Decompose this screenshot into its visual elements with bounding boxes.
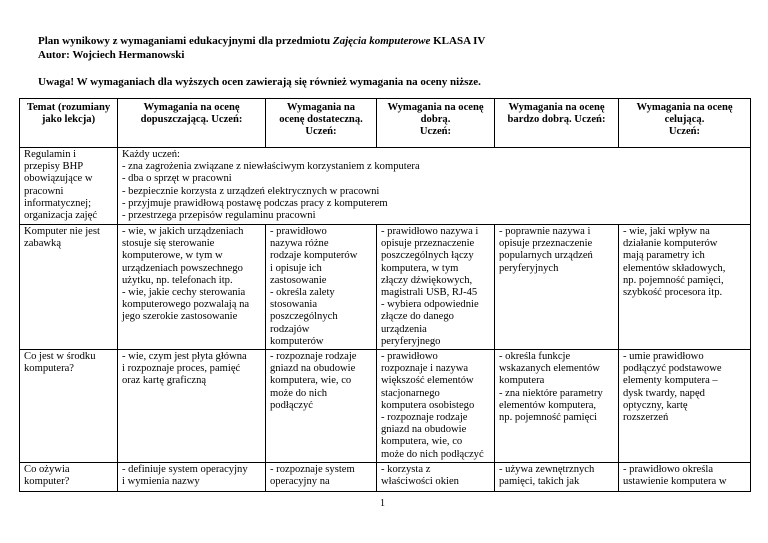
text-line: mają parametry ich <box>623 250 705 262</box>
text-line: dopuszczającą. Uczeń: <box>140 114 243 126</box>
requirements-cell <box>377 350 495 463</box>
text-line: - używa zewnętrznych <box>499 464 595 476</box>
text-line: operacyjny na <box>270 476 330 488</box>
text-line: złącze do danego <box>381 311 454 323</box>
text-line: peryferyjnych <box>499 262 559 274</box>
requirements-cell <box>377 225 495 350</box>
document-note: Uwaga! W wymaganiach dla wyższych ocen zawierają się również wymagania na oceny niższe. <box>38 76 481 88</box>
text-line: Komputer nie jest <box>24 226 100 237</box>
text-line: użytku, np. telefonach itp. <box>122 274 233 286</box>
text-line: - wybiera odpowiednie <box>381 299 479 311</box>
requirements-cell <box>118 225 266 350</box>
text-line: Co jest w środku <box>24 351 96 363</box>
text-line: bardzo dobrą. Uczeń: <box>507 114 606 126</box>
requirements-cell <box>266 463 377 492</box>
requirements-cell <box>619 350 751 463</box>
text-line: zastosowanie <box>270 274 327 286</box>
text-line: - wie, jaki wpływ na <box>623 226 710 237</box>
text-line: - dba o sprzęt w pracowni <box>122 173 232 185</box>
requirements-cell <box>266 350 377 463</box>
requirements-cell <box>619 225 751 350</box>
text-line: komputera, w tym <box>381 262 459 274</box>
table-row <box>20 225 751 350</box>
text-line: Uczeń: <box>419 126 452 138</box>
text-line: urządzeniach powszechnego <box>122 262 243 274</box>
topic-cell <box>20 350 118 463</box>
text-line: elementów komputera, <box>499 399 597 411</box>
text-line: komputerów <box>270 335 324 347</box>
text-line: - korzysta z <box>381 464 431 476</box>
text-line: ustawienie komputera w <box>623 476 727 488</box>
topic-cell <box>20 463 118 492</box>
text-line: komputera osobistego <box>381 399 475 411</box>
text-line: - wie, jakie cechy sterowania <box>122 287 246 299</box>
text-line: Co ożywia <box>24 464 70 476</box>
text-line: Wymagania na ocenę <box>508 102 605 113</box>
header-grade-5 <box>495 99 619 148</box>
text-line: informatycznej; <box>24 197 92 209</box>
text-line: Wymagania na ocenę <box>387 102 484 113</box>
text-line: może do nich podłączyć <box>381 448 484 460</box>
text-line: rodzajów <box>270 323 310 335</box>
document-title: Plan wynikowy z wymaganiami edukacyjnymi dla przedmiotu Zajęcia komputerowe KLASA IV <box>38 35 486 47</box>
requirements-cell <box>118 148 751 225</box>
text-line: komputera <box>499 375 545 387</box>
text-line: komputera, wie, co <box>270 375 352 387</box>
text-line: Regulamin i <box>24 149 77 160</box>
text-line: - przyjmuje prawidłową postawę podczas pracy z komputerem <box>122 197 388 209</box>
text-line: gniazd na obudowie <box>270 363 356 375</box>
text-line: stosowania <box>270 299 318 311</box>
text-line: właściwości okien <box>381 476 459 488</box>
text-line: - definiuje system operacyjny <box>122 464 248 476</box>
text-line: komputera, wie, co <box>381 436 463 448</box>
text-line: jako lekcja) <box>41 114 96 126</box>
text-line: wskazanych elementów <box>499 363 600 375</box>
text-line: - wie, czym jest płyta główna <box>122 351 247 363</box>
text-line: pamięci, takich jak <box>499 476 580 488</box>
requirements-cell <box>495 463 619 492</box>
text-line: - poprawnie nazywa i <box>499 226 591 237</box>
text-line: podłączyć <box>270 399 313 411</box>
requirements-cell <box>619 463 751 492</box>
text-line: celującą. <box>664 114 705 126</box>
text-line: - prawidłowo określa <box>623 464 714 476</box>
text-line: rozpoznaje i nazywa <box>381 363 469 375</box>
text-line: komputerowe, w tym w <box>122 250 223 262</box>
topic-cell <box>20 148 118 225</box>
text-line: - określa funkcje <box>499 351 571 363</box>
requirements-table <box>19 98 751 492</box>
text-line: szybkość procesora itp. <box>623 287 723 299</box>
requirements-cell <box>495 350 619 463</box>
text-line: i rozpoznaje proces, pamięć <box>122 363 241 375</box>
text-line: podłączyć podstawowe <box>623 363 722 375</box>
text-line: rozszerzeń <box>623 412 669 424</box>
text-line: - przestrzega przepisów regulaminu pracowni <box>122 210 316 222</box>
text-line: - wie, w jakich urządzeniach <box>122 226 244 237</box>
text-line: i wymienia nazwy <box>122 476 200 488</box>
text-line: Wymagania na ocenę <box>143 102 240 113</box>
text-line: oraz kartę graficzną <box>122 375 207 387</box>
text-line: i opisuje ich <box>270 262 322 274</box>
text-line: komputera? <box>24 363 75 375</box>
text-line: - prawidłowo nazywa i <box>381 226 479 237</box>
text-line: peryferyjnego <box>381 335 441 347</box>
text-line: - zna niektóre parametry <box>499 387 603 399</box>
document-author: Autor: Wojciech Hermanowski <box>38 49 185 61</box>
text-line: stacjonarnego <box>381 387 440 399</box>
text-line: Temat (rozumiany <box>26 102 111 113</box>
page-number: 1 <box>380 498 385 509</box>
header-grade-6 <box>619 99 751 148</box>
text-line: - prawidłowo <box>381 351 438 363</box>
text-line: większość elementów <box>381 375 474 387</box>
text-line: przepisy BHP <box>24 161 84 173</box>
text-line: działanie komputerów <box>623 238 718 250</box>
text-line: gniazd na obudowie <box>381 424 467 436</box>
text-line: np. pojemność pamięci <box>499 412 597 424</box>
table-row <box>20 350 751 463</box>
text-line: Uczeń: <box>305 126 337 138</box>
text-line: jego szerokie zastosowanie <box>122 311 238 323</box>
requirements-cell <box>118 350 266 463</box>
text-line: nazywa różne <box>270 238 329 250</box>
text-line: poszczególnych łączy <box>381 250 474 262</box>
text-line: Wymagania na ocenę <box>636 102 733 113</box>
text-line: komputerowego pozwalają na <box>122 299 250 311</box>
table-row <box>20 463 751 492</box>
text-line: złączy dźwiękowych, <box>381 274 473 286</box>
text-line: popularnych urządzeń <box>499 250 593 262</box>
text-line: pracowni <box>24 185 64 197</box>
text-line: opisuje przeznaczenie <box>381 238 475 250</box>
text-line: - bezpiecznie korzysta z urządzeń elektrycznych w pracowni <box>122 185 380 197</box>
text-line: Każdy uczeń: <box>122 149 180 160</box>
text-line: optyczny, kartę <box>623 399 688 411</box>
text-line: np. pojemność pamięci, <box>623 274 724 286</box>
topic-cell <box>20 225 118 350</box>
requirements-cell <box>377 463 495 492</box>
header-grade-4 <box>377 99 495 148</box>
text-line: elementy komputera – <box>623 375 718 387</box>
text-line: - prawidłowo <box>270 226 327 237</box>
text-line: zabawką <box>24 238 62 250</box>
text-line: - zna zagrożenia związane z niewłaściwym korzystaniem z komputera <box>122 161 420 173</box>
text-line: magistrali USB, RJ-45 <box>381 287 478 299</box>
table-row <box>20 148 751 225</box>
text-line: urządzenia <box>381 323 427 335</box>
text-line: - rozpoznaje rodzaje <box>381 412 468 424</box>
text-line: może do nich <box>270 387 328 399</box>
text-line: - określa zalety <box>270 287 335 299</box>
text-line: rodzaje komputerów <box>270 250 358 262</box>
text-line: Wymagania na <box>286 102 356 113</box>
text-line: komputer? <box>24 476 70 488</box>
text-line: stosuje się sterowanie <box>122 238 215 250</box>
text-line: poszczególnych <box>270 311 338 323</box>
text-line: - rozpoznaje system <box>270 464 355 476</box>
text-line: obowiązujące w <box>24 173 93 185</box>
text-line: ocenę dostateczną. <box>279 114 363 126</box>
text-line: Uczeń: <box>668 126 701 138</box>
table-header-row <box>20 99 751 148</box>
text-line: organizacja zajęć <box>24 210 98 222</box>
text-line: - rozpoznaje rodzaje <box>270 351 357 363</box>
header-grade-3 <box>266 99 377 148</box>
text-line: dysk twardy, napęd <box>623 387 705 399</box>
header-grade-2 <box>118 99 266 148</box>
text-line: dobrą. <box>420 114 451 126</box>
requirements-cell <box>495 225 619 350</box>
text-line: - umie prawidłowo <box>623 351 704 363</box>
text-line: elementów składowych, <box>623 262 726 274</box>
requirements-cell <box>266 225 377 350</box>
requirements-cell <box>118 463 266 492</box>
text-line: opisuje przeznaczenie <box>499 238 593 250</box>
header-topic <box>20 99 118 148</box>
